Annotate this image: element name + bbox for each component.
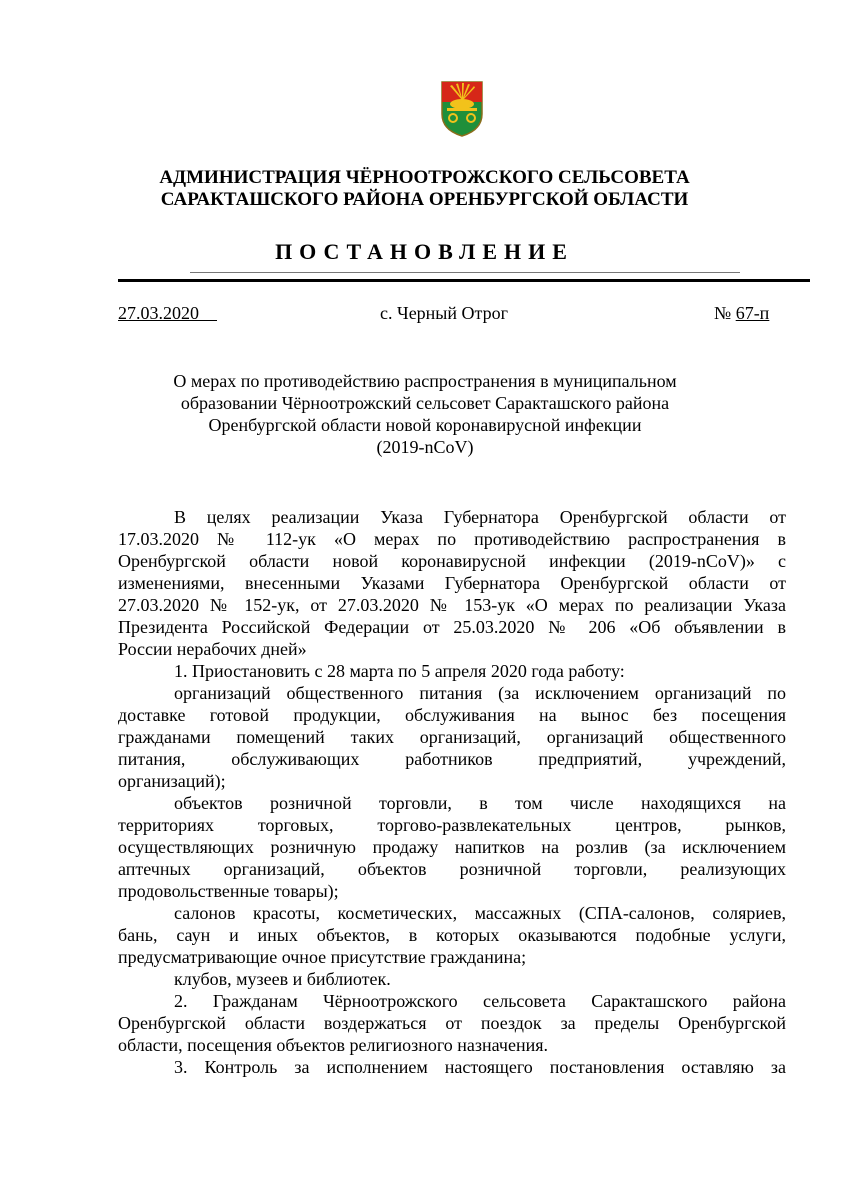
clubs-line: клубов, музеев и библиотек.: [174, 969, 391, 989]
item-2-line: области, посещения объектов религиозного назначения.: [118, 1035, 549, 1055]
subject-line: Оренбургской области новой коронавирусной инфекции: [208, 415, 642, 435]
document-date: [118, 302, 217, 324]
coat-of-arms-emblem: [440, 80, 484, 138]
document-date-value: 27.03.2020: [118, 303, 199, 323]
retail-line: аптечных организаций, объектов розничной торговли, реализующих: [118, 859, 786, 879]
catering-line: организаций общественного питания (за исключением организаций по: [174, 683, 786, 703]
preamble-line: изменениями, внесенными Указами Губернатора Оренбургской области от: [118, 573, 786, 593]
retail-line: объектов розничной торговли, в том числе находящихся на: [174, 793, 786, 813]
item-2-line: 2. Гражданам Чёрноотрожского сельсовета Саракташского района: [174, 991, 786, 1011]
catering-line: питания, обслуживающих работников предприятий, учреждений,: [118, 749, 786, 769]
organization-name-line2: САРАКТАШСКОГО РАЙОНА ОРЕНБУРГСКОЙ ОБЛАСТИ: [160, 189, 689, 210]
item-2-line: Оренбургской области воздержаться от поездок за пределы Оренбургской: [118, 1013, 786, 1033]
beauty-line: предусматривающие очное присутствие гражданина;: [118, 947, 527, 967]
subject-line: образовании Чёрноотрожский сельсовет Саракташского района: [180, 393, 670, 413]
item-1: 1. Приостановить с 28 марта по 5 апреля 2020 года работу:: [174, 661, 625, 681]
document-body: [118, 506, 786, 1078]
retail-line: территориях торговых, торгово-развлекательных центров, рынков,: [118, 815, 786, 835]
document-subject: [130, 370, 720, 458]
beauty-line: салонов красоты, косметических, массажных (СПА-салонов, соляриев,: [174, 903, 786, 923]
organization-name-line1: АДМИНИСТРАЦИЯ ЧЁРНООТРОЖСКОГО СЕЛЬСОВЕТА: [159, 167, 690, 188]
document-place: с. Черный Отрог: [380, 303, 509, 323]
item-3-line: 3. Контроль за исполнением настоящего постановления оставляю за: [174, 1057, 786, 1077]
preamble-line: России нерабочих дней»: [118, 639, 307, 659]
catering-line: гражданами помещений таких организаций, организаций общественного: [118, 727, 786, 747]
preamble-line: 17.03.2020 № 112-ук «О мерах по противодействию распространения в: [118, 529, 786, 549]
catering-line: доставке готовой продукции, обслуживания на вынос без посещения: [118, 705, 786, 725]
document-number-value: 67-п: [735, 303, 770, 323]
header-divider-thick: [118, 279, 810, 282]
preamble-line: Оренбургской области новой коронавирусной инфекции (2019-nCoV)» с: [118, 551, 786, 571]
subject-line: (2019-nCoV): [376, 437, 474, 457]
preamble-line: Президента Российской Федерации от 25.03.2020 № 206 «Об объявлении в: [118, 617, 786, 637]
subject-line: О мерах по противодействию распространения в муниципальном: [173, 371, 677, 391]
document-number: [714, 302, 769, 324]
document-type-title: ПОСТАНОВЛЕНИЕ: [275, 239, 574, 264]
retail-line: осуществляющих розничную продажу напитков на розлив (за исключением: [118, 837, 786, 857]
preamble-line: 27.03.2020 № 152-ук, от 27.03.2020 № 153-ук «О мерах по реализации Указа: [118, 595, 786, 615]
preamble-line: В целях реализации Указа Губернатора Оренбургской области от: [174, 507, 786, 527]
document-number-prefix: №: [714, 303, 736, 323]
beauty-line: бань, саун и иных объектов, в которых оказываются подобные услуги,: [118, 925, 786, 945]
retail-line: продовольственные товары);: [118, 881, 339, 901]
catering-line: организаций);: [118, 771, 226, 791]
header-divider-thin: [190, 272, 740, 273]
